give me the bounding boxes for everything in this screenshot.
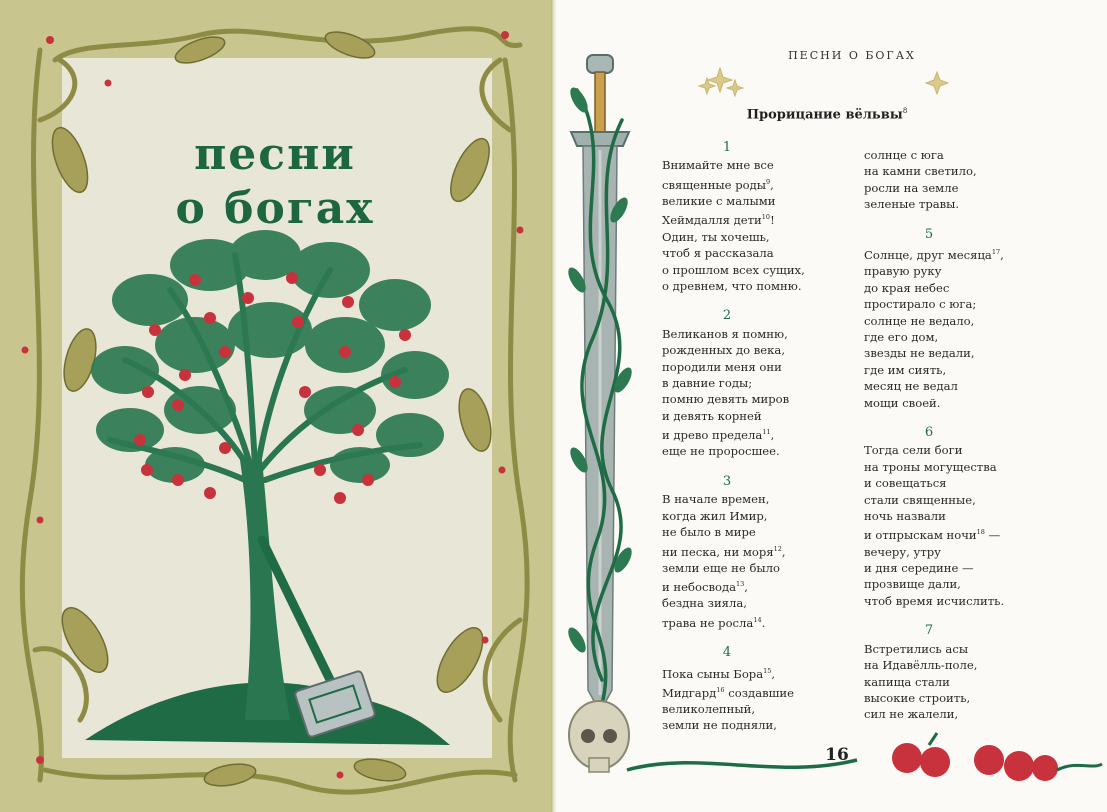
- poem-line-text: на камни светило,: [864, 164, 977, 179]
- poem-line: [864, 329, 1064, 345]
- poem-line: [662, 278, 862, 294]
- poem-line-text: земли еще не было: [662, 560, 780, 575]
- poem-line: [864, 313, 1064, 329]
- poem-line-text: чтоб время исчислить.: [864, 593, 1005, 608]
- poem-line: [864, 524, 1064, 543]
- poem-line: [662, 701, 862, 717]
- poem-line: [662, 424, 862, 443]
- poem-title-footnote: 8: [902, 107, 908, 115]
- poem-line: [662, 595, 862, 611]
- poem-line-text: великолепный,: [662, 702, 756, 717]
- poem-line: [662, 717, 862, 733]
- left-page: [0, 0, 553, 812]
- stanza-number: 5: [924, 226, 934, 242]
- footnote-marker: 17: [991, 248, 1001, 257]
- poem-line: [662, 576, 862, 595]
- poem-title: [717, 107, 937, 122]
- stanza-number: 2: [722, 308, 732, 324]
- poem-line-text: правую руку: [864, 264, 942, 279]
- footnote-marker: 15: [763, 666, 772, 675]
- footnote-marker: 10: [761, 213, 771, 222]
- poem-line-text: и древо предела: [662, 428, 763, 443]
- poem-line-text: и девять корней: [662, 408, 762, 423]
- poem-line: [864, 674, 1064, 690]
- poem-line: [864, 378, 1064, 394]
- poem-line-text: на Идавёлль-поле,: [864, 658, 978, 673]
- poem-line-punctuation: ,: [770, 177, 774, 192]
- poem-line-text: трава не росла: [662, 615, 754, 630]
- poem-column-right: [864, 147, 1064, 737]
- poem-line: [662, 408, 862, 424]
- poem-line-text: зеленые травы.: [864, 197, 960, 212]
- skull-illustration: [569, 701, 629, 772]
- footnote-marker: 11: [762, 428, 771, 437]
- poem-line-text: Солнце, друг месяца: [864, 247, 992, 262]
- poem-line: [864, 508, 1064, 524]
- stanza-number: 6: [924, 424, 934, 440]
- poem-line-punctuation: ,: [771, 666, 776, 681]
- poem-line-text: высокие строить,: [864, 690, 971, 705]
- poem-line: [864, 459, 1064, 475]
- poem-line: [864, 196, 1064, 212]
- poem-line-text: ночь назвали: [864, 508, 946, 523]
- poem-line-text: земли не подняли,: [662, 718, 777, 733]
- poem-line: [864, 296, 1064, 312]
- poem-line-punctuation: создавшие: [724, 685, 795, 700]
- poem-line: [662, 326, 862, 342]
- poem-line-punctuation: ,: [1000, 247, 1004, 262]
- stanza: [864, 623, 1064, 722]
- poem-line-text: и отпрыскам ночи: [864, 528, 977, 543]
- poem-line-text: простирало с юга;: [864, 297, 977, 312]
- poem-line-text: сил не жалели,: [864, 707, 959, 722]
- poem-line: [864, 657, 1064, 673]
- book-title-line-2: о богах: [175, 183, 375, 234]
- poem-line-text: росли на земле: [864, 180, 959, 195]
- stanza: [864, 425, 1064, 609]
- poem-line: [864, 362, 1064, 378]
- poem-column-left: [662, 140, 862, 748]
- poem-line: [662, 391, 862, 407]
- poem-line: [864, 244, 1064, 263]
- poem-line-text: Хеймдалля дети: [662, 213, 762, 228]
- stanza: [662, 645, 862, 734]
- poem-line-text: капища стали: [864, 674, 950, 689]
- footnote-marker: 18: [976, 528, 985, 537]
- poem-line-text: прозвище дали,: [864, 577, 961, 592]
- stanza: [864, 147, 1064, 213]
- poem-line: [662, 262, 862, 278]
- poem-line-text: бездна зияла,: [662, 596, 747, 611]
- running-header: ПЕСНИ О БОГАХ: [788, 49, 916, 62]
- poem-line-text: в давние годы;: [662, 376, 753, 390]
- right-page: [557, 0, 1107, 812]
- poem-line: [662, 443, 862, 459]
- poem-line-text: где его дом,: [864, 329, 939, 344]
- poem-line-text: месяц не ведал: [864, 379, 958, 394]
- poem-line: [864, 593, 1064, 609]
- poem-line: [662, 157, 862, 173]
- poem-line-text: Один, ты хочешь,: [662, 229, 770, 244]
- poem-line: [864, 263, 1064, 279]
- book-title: [100, 128, 450, 236]
- poem-line-punctuation: ,: [744, 580, 748, 595]
- poem-line-text: и небосвода: [662, 580, 737, 595]
- poem-line-text: чтоб я рассказала: [662, 246, 774, 261]
- poem-line-text: о древнем, что помню.: [662, 278, 802, 293]
- poem-line: [662, 682, 862, 701]
- footnote-marker: 13: [736, 580, 745, 589]
- poem-line-text: Великанов я помню,: [662, 326, 788, 341]
- poem-line: [864, 395, 1064, 411]
- page-number: 16: [825, 745, 849, 765]
- poem-line-text: еще не проросшее.: [662, 444, 780, 459]
- poem-line: [864, 475, 1064, 491]
- poem-line-text: ни песка, ни моря: [662, 544, 774, 559]
- poem-line-text: священные роды: [662, 177, 766, 192]
- poem-line-text: мощи своей.: [864, 395, 941, 410]
- poem-line-text: помню девять миров: [662, 392, 790, 407]
- poem-line-text: солнце не ведало,: [864, 313, 975, 328]
- stanza: [662, 474, 862, 631]
- poem-line-text: звезды не ведали,: [864, 346, 975, 361]
- poem-line-text: рожденных до века,: [662, 343, 786, 358]
- poem-line: [864, 492, 1064, 508]
- footnote-marker: 12: [773, 544, 782, 553]
- poem-line: [662, 209, 862, 228]
- stanza-number: 7: [924, 623, 934, 639]
- poem-line-text: великие с малыми: [662, 194, 776, 209]
- poem-line-text: солнце с юга: [864, 148, 944, 162]
- apples-illustration: [892, 733, 1102, 781]
- poem-line: [864, 163, 1064, 179]
- poem-line-text: породили меня они: [662, 359, 782, 374]
- stanza: [662, 308, 862, 460]
- footnote-marker: 16: [716, 685, 725, 694]
- poem-line-text: Встретились асы: [864, 641, 969, 656]
- footnote-marker: 9: [765, 177, 771, 186]
- poem-line-text: В начале времен,: [662, 492, 770, 507]
- poem-line-text: о прошлом всех сущих,: [662, 262, 805, 277]
- poem-line: [864, 576, 1064, 592]
- poem-line-text: и совещаться: [864, 476, 947, 491]
- poem-line: [662, 508, 862, 524]
- poem-line-punctuation: .: [761, 615, 766, 630]
- book-title-line-1: песни: [194, 129, 356, 180]
- poem-line-text: где им сиять,: [864, 362, 947, 377]
- poem-line-text: когда жил Имир,: [662, 508, 768, 523]
- stanza-number: 1: [722, 140, 732, 155]
- poem-line: [864, 345, 1064, 361]
- poem-line-text: Внимайте мне все: [662, 158, 774, 173]
- stanza-number: 3: [722, 473, 732, 489]
- poem-line: [864, 690, 1064, 706]
- poem-line: [864, 442, 1064, 458]
- poem-title-text: Прорицание вёльвы: [746, 107, 903, 123]
- tree-illustration: [0, 0, 553, 812]
- poem-line: [662, 560, 862, 576]
- star-icon: [699, 68, 948, 96]
- poem-line-text: Мидгард: [662, 685, 717, 700]
- poem-line: [662, 541, 862, 560]
- poem-line: [864, 180, 1064, 196]
- poem-line-text: до края небес: [864, 280, 950, 295]
- stanza: [864, 227, 1064, 411]
- poem-line: [864, 544, 1064, 560]
- poem-line-text: и дня середине —: [864, 561, 974, 576]
- poem-line-punctuation: ,: [781, 544, 786, 559]
- poem-line-text: вечеру, утру: [864, 544, 942, 559]
- poem-line: [662, 174, 862, 193]
- poem-line: [662, 612, 862, 631]
- poem-line-text: Пока сыны Бора: [662, 666, 764, 681]
- poem-line-text: на троны могущества: [864, 459, 997, 474]
- poem-line: [662, 491, 862, 507]
- poem-line: [662, 524, 862, 540]
- poem-line-text: Тогда сели боги: [864, 443, 963, 458]
- poem-line: [662, 245, 862, 261]
- poem-line: [662, 342, 862, 358]
- poem-line: [662, 663, 862, 682]
- poem-line: [662, 229, 862, 245]
- stanza-number: 4: [722, 645, 732, 661]
- poem-line-punctuation: —: [984, 528, 1001, 543]
- footnote-marker: 14: [753, 615, 762, 624]
- poem-line: [864, 147, 1064, 163]
- poem-line: [662, 359, 862, 375]
- poem-line: [662, 375, 862, 391]
- poem-line: [662, 193, 862, 209]
- stanza: [662, 140, 862, 294]
- poem-line-text: не было в мире: [662, 525, 756, 540]
- poem-line: [864, 280, 1064, 296]
- poem-line: [864, 641, 1064, 657]
- poem-line: [864, 560, 1064, 576]
- poem-line-text: стали священные,: [864, 492, 976, 507]
- poem-line-punctuation: ,: [770, 428, 775, 443]
- poem-line-punctuation: !: [770, 213, 775, 228]
- poem-line: [864, 706, 1064, 722]
